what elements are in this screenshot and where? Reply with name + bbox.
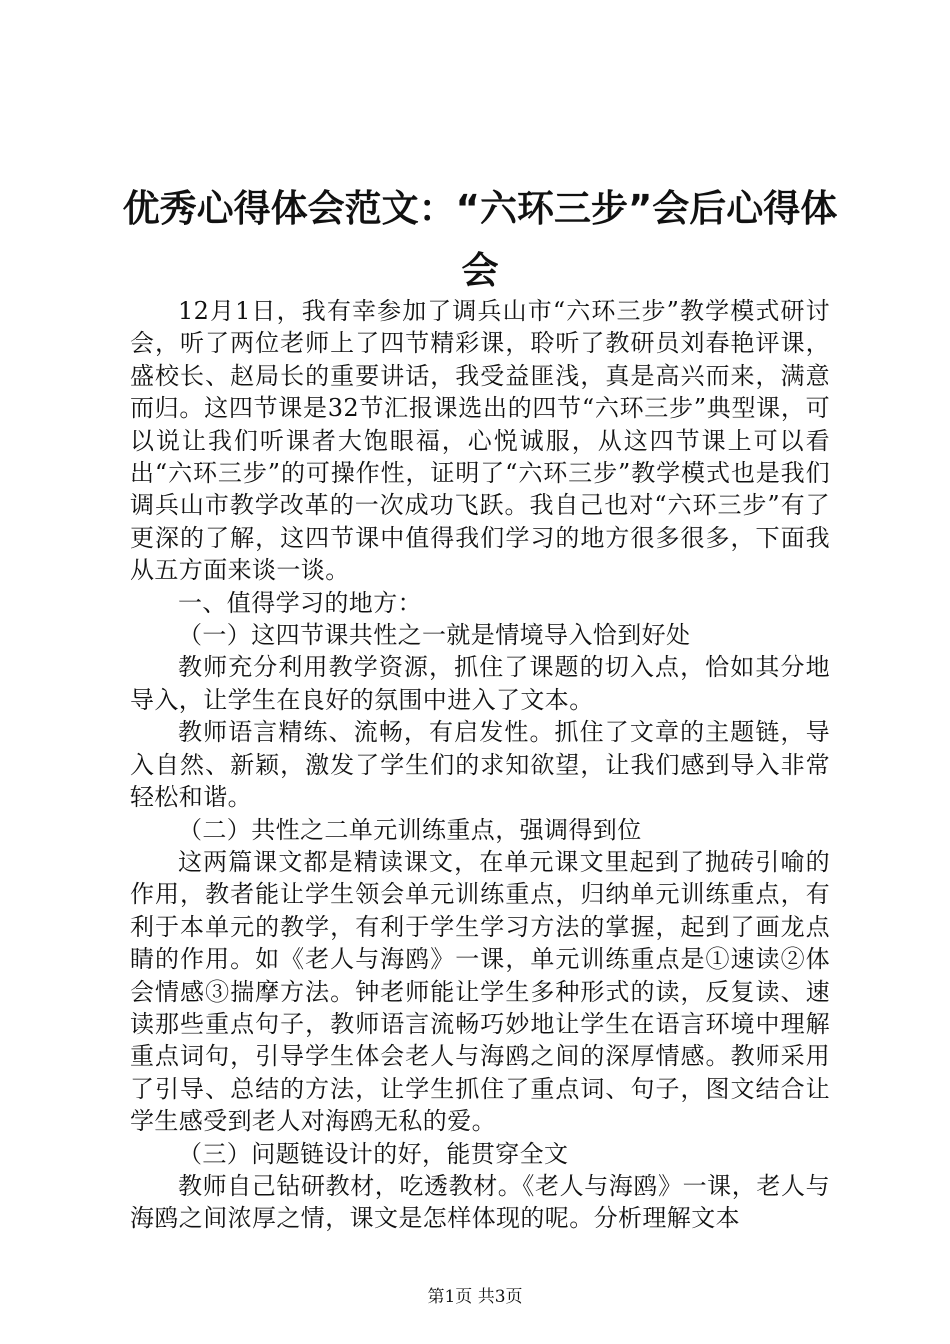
document-body [130,295,830,1235]
subsection-heading-3: （三）问题链设计的好，能贯穿全文 [178,1139,569,1168]
paragraph: 教师语言精练、流畅，有启发性。抓住了文章的主题链，导入自然、新颖，激发了学生们的求知欲望，让我们感到导入非常轻松和谐。 [130,718,830,812]
section-heading-1: 一、值得学习的地方： [178,588,422,617]
subsection-heading-1: （一）这四节课共性之一就是情境导入恰到好处 [178,621,691,650]
page-number-footer: 第1页 共3页 [427,1287,523,1307]
paragraph: 教师自己钻研教材，吃透教材。《老人与海鸥》一课，老人与海鸥之间浓厚之情，课文是怎样体现的呢。分析理解文本 [130,1171,830,1233]
subsection-heading-2: （二）共性之二单元训练重点，强调得到位 [178,815,642,844]
paragraph: 这两篇课文都是精读课文，在单元课文里起到了抛砖引喻的作用，教者能让学生领会单元训练重点，归纳单元训练重点，有利于本单元的教学，有利于学生学习方法的掌握，起到了画龙点睛的作用。如《老人与海鸥》一课，单元训练重点是①速读②体会情感③揣摩方法。钟老师能让学生多种形式的读，反复读、速读那些重点句子，教师语言流畅巧妙地让学生在语言环境中理解重点词句，引导学生体会老人与海鸥之间的深厚情感。教师采用了引导、总结的方法，让学生抓住了重点词、句子，图文结合让学生感受到老人对海鸥无私的爱。 [130,847,830,1136]
paragraph: 教师充分利用教学资源，抓住了课题的切入点，恰如其分地导入，让学生在良好的氛围中进入了文本。 [130,653,830,714]
paragraph-intro: 12月1日，我有幸参加了调兵山市“六环三步”教学模式研讨会，听了两位老师上了四节精彩课，聆听了教研员刘春艳评课，盛校长、赵局长的重要讲话，我受益匪浅，真是高兴而来，满意而归。这四节课是32节汇报课选出的四节“六环三步”典型课，可以说让我们听课者大饱眼福，心悦诚服，从这四节课上可以看出“六环三步”的可操作性，证明了“六环三步”教学模式也是我们调兵山市教学改革的一次成功飞跃。我自己也对“六环三步”有了更深的了解，这四节课中值得我们学习的地方很多很多，下面我从五方面来谈一谈。 [130,297,830,585]
document-title: 优秀心得体会范文：“六环三步”会后心得体会 [122,187,838,292]
